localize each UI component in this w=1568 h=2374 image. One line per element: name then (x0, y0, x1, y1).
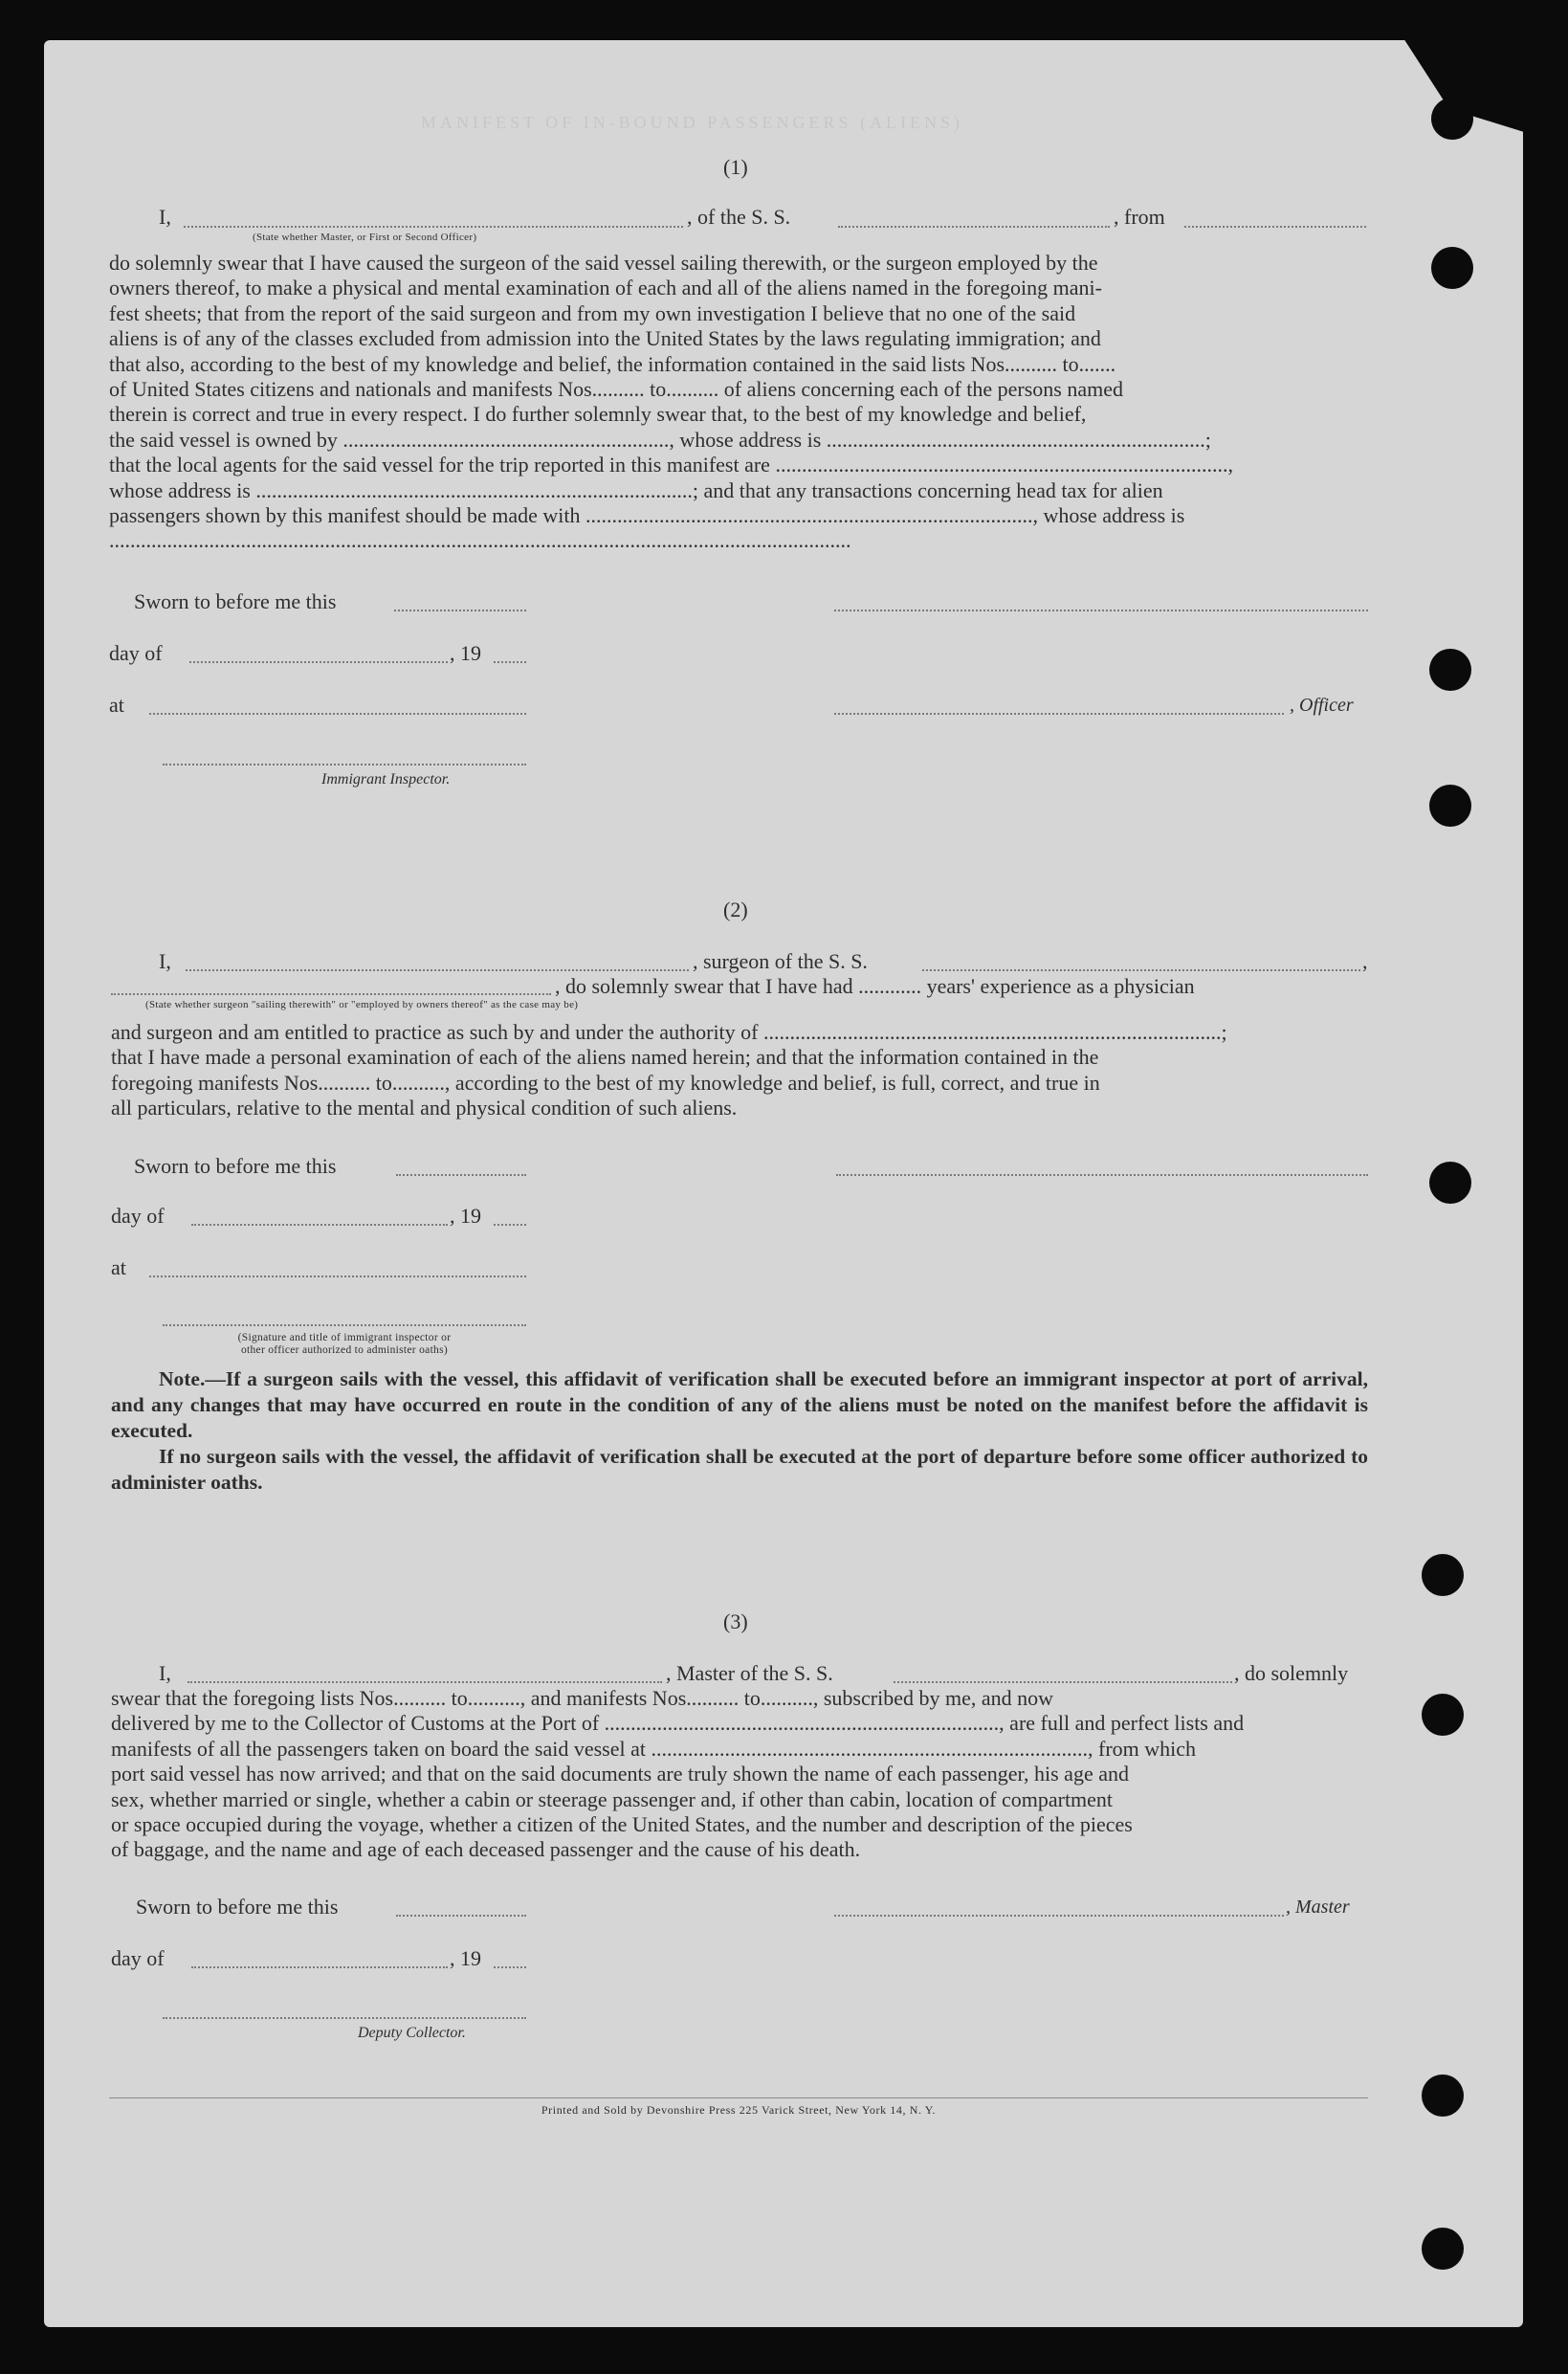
s1-officer-label: , Officer (1290, 695, 1354, 716)
s2-at-place-blank[interactable] (149, 1276, 526, 1277)
s2-surgeon-name-blank[interactable] (186, 969, 689, 971)
s1-officer-note: (State whether Master, or First or Second Officer) (253, 232, 477, 243)
bleed-through-text: MANIFEST OF IN-BOUND PASSENGERS (ALIENS) (421, 113, 964, 132)
s1-vessel-name-blank[interactable] (838, 226, 1110, 228)
s2-sworn-label: Sworn to before me this (134, 1154, 337, 1178)
s1-inspector-signature-blank[interactable] (163, 764, 526, 765)
s1-officer-title-blank[interactable] (834, 713, 1284, 715)
s3-sworn-label: Sworn to before me this (136, 1895, 339, 1919)
binder-hole (1422, 2228, 1464, 2270)
note-paragraph-1: Note.—If a surgeon sails with the vessel, this affidavit of verification shall be executed before an immigrant inspector at port of arrival, and any changes that may have occurred en route in the condition of any of the aliens must be noted on the manifest before the affidavit is executed. (111, 1367, 1368, 1442)
s2-sailing-blank[interactable] (111, 993, 551, 995)
s1-sworn-day-blank[interactable] (394, 610, 526, 611)
binder-hole (1422, 1554, 1464, 1596)
s2-vessel-name-blank[interactable] (922, 969, 1360, 971)
s3-i-label: I, (159, 1661, 171, 1685)
s1-at-place-blank[interactable] (149, 713, 526, 715)
s3-month-blank[interactable] (191, 1966, 448, 1968)
s2-at-label: at (111, 1255, 126, 1279)
s1-dayof-label: day of (109, 641, 163, 665)
s2-comma: , (1362, 949, 1368, 973)
s3-master-signature-blank[interactable] (834, 1915, 1284, 1917)
binder-hole (1431, 247, 1473, 289)
s1-month-blank[interactable] (189, 661, 448, 663)
s1-year-blank[interactable] (494, 661, 526, 663)
s2-surgeon-note: (State whether surgeon "sailing therewith" or "employed by owners thereof" as the case may be) (145, 999, 579, 1010)
s2-i-label: I, (159, 949, 171, 973)
s3-year-blank[interactable] (494, 1966, 526, 1968)
s2-month-blank[interactable] (191, 1224, 448, 1226)
section-3-number: (3) (723, 1609, 748, 1633)
s1-officer-name-blank[interactable] (184, 226, 683, 228)
binder-hole (1429, 1162, 1471, 1204)
s1-year-label: , 19 (450, 641, 481, 665)
s3-vessel-name-blank[interactable] (894, 1681, 1232, 1683)
binder-hole (1431, 98, 1473, 140)
s3-sworn-day-blank[interactable] (396, 1915, 526, 1917)
binder-hole (1422, 2074, 1464, 2117)
s2-dayof-label: day of (111, 1204, 165, 1228)
binder-hole (1422, 1694, 1464, 1736)
binder-hole (1429, 785, 1471, 827)
s1-of-ss-label: , of the S. S. (687, 205, 791, 229)
s2-sworn-day-blank[interactable] (396, 1174, 526, 1176)
s1-from-port-blank[interactable] (1184, 226, 1366, 228)
s3-dayof-label: day of (111, 1946, 165, 1970)
s3-collector-signature-blank[interactable] (163, 2017, 526, 2019)
s2-surgeon-signature-blank[interactable] (836, 1174, 1368, 1176)
s3-swear-label: , do solemnly (1234, 1661, 1349, 1685)
s2-inspector-signature-blank[interactable] (163, 1324, 526, 1326)
s3-collector-label: Deputy Collector. (358, 2025, 466, 2041)
s3-oath-body: swear that the foregoing lists Nos.......... to.........., and manifests Nos.......... to.........., subscribed by me, and now delivered by me to the Collector of Customs at the Port of ..........................................................................., are full and perfect lists and manifests of all the passengers taken on board the said vessel at ..................................................................................., from which port said vessel has now arrived; and that on the said documents are truly shown the name of each passenger, his age and sex, whether married or single, whether a cabin or steerage passenger and, if other than cabin, location of compartment or space occupied during the voyage, whether a citizen of the United States, and the number and description of the pieces of baggage, and the name and age of each deceased passenger and the cause of his death. (111, 1686, 1245, 1862)
s3-year-label: , 19 (450, 1946, 481, 1970)
s2-signature-note-1: (Signature and title of immigrant inspector or (237, 1332, 452, 1343)
s2-year-blank[interactable] (494, 1224, 526, 1226)
s1-oath-body: do solemnly swear that I have caused the surgeon of the said vessel sailing therewith, or the surgeon employed by the owners thereof, to make a physical and mental examination of each and all of the aliens named in the foregoing mani- fest sheets; that from the report of the said surgeon and from my own investigation I believe that no one of the said aliens is of any of the classes excluded from admission into the United States by the laws regulating immigration; and that also, according to the best of my knowledge and belief, the information contained in the said lists Nos.......... to....... of United States citizens and nationals and manifests Nos.......... to.......... of aliens concerning each of the persons named therein is correct and true in every respect. I do further solemnly swear that, to the best of my knowledge and belief, the said vessel is owned by .............................................................., whose address is ........................................................................; that the local agents for the said vessel for the trip reported in this manifest are ......................................................................................, whose address is ...................................................................................; and that any transactions concerning head tax for alien passengers shown by this manifest should be made with ....................................................................................., whose address is ............................................................................................................................................. (109, 251, 1233, 553)
s2-experience-line: , do solemnly swear that I have had ............ years' experience as a physician (555, 974, 1195, 998)
section-2-number: (2) (723, 898, 748, 921)
s1-from-label: , from (1114, 205, 1165, 229)
s1-inspector-label: Immigrant Inspector. (321, 771, 451, 788)
s2-oath-body: and surgeon and am entitled to practice as such by and under the authority of .......................................................................................; that I have made a personal examination of each of the aliens named herein; and that the information contained in the foregoing manifests Nos.......... to.........., according to the best of my knowledge and belief, is full, correct, and true in all particulars, relative to the mental and physical condition of such aliens. (111, 1020, 1227, 1120)
s3-master-label: , Master (1286, 1897, 1350, 1918)
note-paragraph-2: If no surgeon sails with the vessel, the affidavit of verification shall be executed at the port of departure before some officer authorized to administer oaths. (111, 1445, 1368, 1494)
s1-sworn-label: Sworn to before me this (134, 589, 337, 613)
s3-master-ss-label: , Master of the S. S. (666, 1661, 833, 1685)
printer-imprint: Printed and Sold by Devonshire Press 225 Varick Street, New York 14, N. Y. (541, 2103, 937, 2117)
s1-i-label: I, (159, 205, 171, 229)
binder-hole (1429, 649, 1471, 691)
section-1-number: (1) (723, 155, 748, 179)
s2-signature-note-2: other officer authorized to administer oaths) (240, 1344, 449, 1356)
s2-surgeon-ss-label: , surgeon of the S. S. (693, 949, 868, 973)
s1-officer-signature-blank[interactable] (834, 610, 1368, 611)
s1-at-label: at (109, 693, 124, 717)
footer-rule (109, 2097, 1368, 2098)
s2-year-label: , 19 (450, 1204, 481, 1228)
s3-master-name-blank[interactable] (188, 1681, 662, 1683)
